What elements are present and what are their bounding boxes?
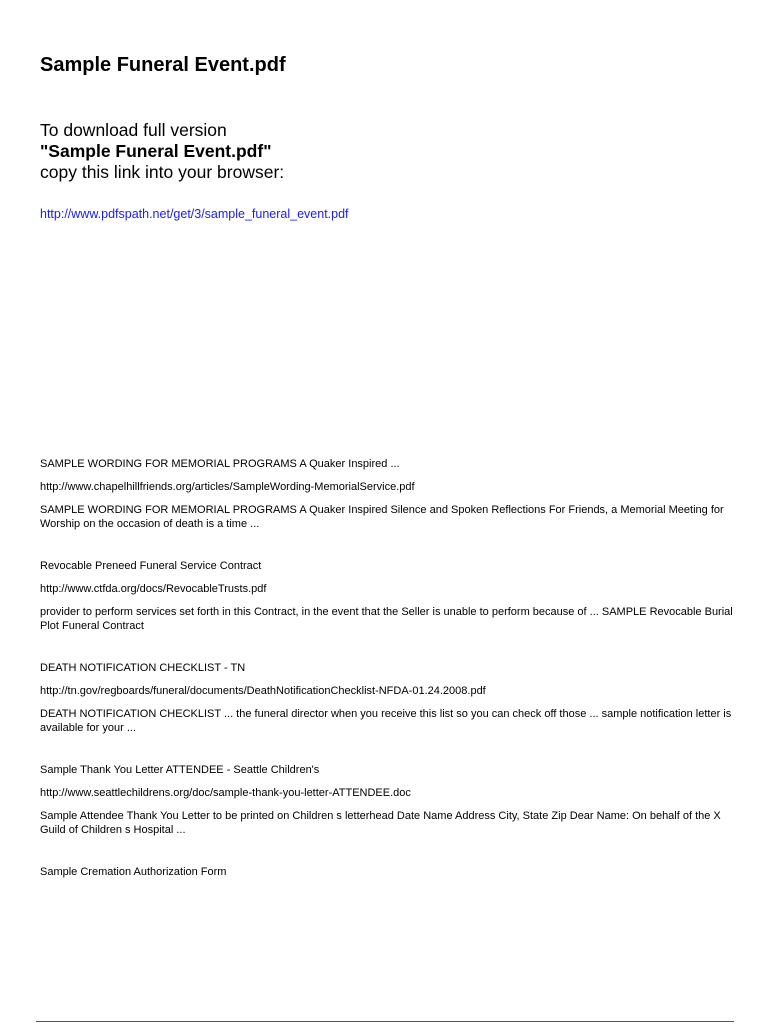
result-url: http://www.seattlechildrens.org/doc/sample-thank-you-letter-ATTENDEE.doc (40, 787, 411, 799)
result-snippet: SAMPLE WORDING FOR MEMORIAL PROGRAMS A Quaker Inspired Silence and Spoken Reflections For Friends, a Memorial Meeting for Worship on the occasion of death is a time ... (40, 504, 724, 530)
result-item (40, 763, 740, 837)
results-list (40, 457, 740, 907)
result-snippet: DEATH NOTIFICATION CHECKLIST ... the funeral director when you receive this list so you can check off those ... sample notification letter is available for your ... (40, 708, 732, 734)
result-title: Sample Cremation Authorization Form (40, 866, 227, 878)
result-url: http://www.ctfda.org/docs/RevocableTrusts.pdf (40, 583, 267, 595)
result-title: SAMPLE WORDING FOR MEMORIAL PROGRAMS A Quaker Inspired ... (40, 458, 400, 470)
result-url: http://www.chapelhillfriends.org/articles/SampleWording-MemorialService.pdf (40, 481, 415, 493)
result-snippet: Sample Attendee Thank You Letter to be printed on Children s letterhead Date Name Address City, State Zip Dear Name: On behalf of the X Guild of Children s Hospital ... (40, 810, 721, 836)
result-title: Sample Thank You Letter ATTENDEE - Seattle Children's (40, 764, 320, 776)
result-item (40, 661, 740, 735)
result-title: Revocable Preneed Funeral Service Contract (40, 560, 262, 572)
footer-divider (36, 1021, 734, 1022)
result-item (40, 865, 740, 879)
result-url: http://tn.gov/regboards/funeral/documents/DeathNotificationChecklist-NFDA-01.24.2008.pdf (40, 685, 486, 697)
download-copy-instruction: copy this link into your browser: (40, 162, 285, 182)
download-filename: "Sample Funeral Event.pdf" (40, 141, 272, 161)
document-title: Sample Funeral Event.pdf (40, 54, 286, 76)
result-item (40, 559, 740, 633)
download-link[interactable]: http://www.pdfspath.net/get/3/sample_funeral_event.pdf (40, 207, 349, 221)
result-item (40, 457, 740, 531)
download-intro-text: To download full version (40, 120, 227, 140)
download-instructions (40, 120, 284, 183)
result-snippet: provider to perform services set forth in this Contract, in the event that the Seller is unable to perform because of ... SAMPLE Revocable Burial Plot Funeral Contract (40, 606, 733, 632)
result-title: DEATH NOTIFICATION CHECKLIST - TN (40, 662, 246, 674)
